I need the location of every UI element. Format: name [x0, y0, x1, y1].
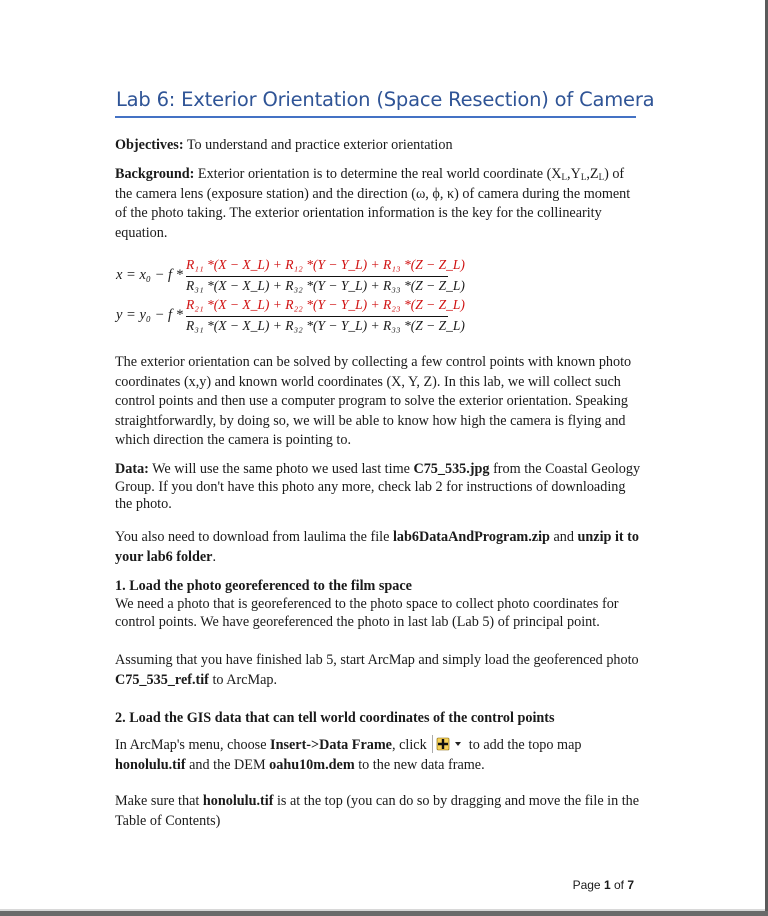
honolulu-filename: honolulu.tif	[202, 793, 274, 809]
ref-filename: C75_535_ref.tif	[115, 671, 209, 688]
equation-y-lhs: y = y₀ − f *	[116, 307, 183, 323]
background-text: ) of the camera lens (exposure station) and the direction (ω, ϕ, κ) of camera during the moment of the photo taking. The exterior orientation information is the key for the collinearity equation.	[115, 166, 631, 241]
background-label: Background:	[115, 166, 195, 182]
topmost-paragraph: Make sure that honolulu.tif is at the top (you can do so by dragging and move the file in the Table of Contents)	[115, 793, 640, 829]
data-label: Data:	[115, 461, 149, 477]
page-title: Lab 6: Exterior Orientation (Space Resection) of Camera	[116, 88, 655, 111]
background-text: ,Z	[586, 166, 599, 182]
page-number: Page 1 of 7	[572, 878, 634, 892]
section-1-heading: 1. Load the photo georeferenced to the film space	[115, 578, 412, 594]
section-2-heading: 2. Load the GIS data that can tell world coordinates of the control points	[115, 710, 555, 726]
objectives-text: To understand and practice exterior orientation	[183, 137, 453, 153]
equation-x-numerator: R₁₁ *(X − X_L) + R₁₂ *(Y − Y_L) + R₁₃ *(Z − Z_L)	[186, 257, 465, 272]
equation-y-denominator: R₃₁ *(X − X_L) + R₃₂ *(Y − Y_L) + R₃₃ *(Z − Z_L)	[186, 318, 465, 333]
objectives-label: Objectives:	[115, 137, 184, 153]
background-text: Exterior orientation is to determine the real world coordinate (X	[194, 166, 562, 182]
dem-filename: oahu10m.dem	[269, 756, 355, 773]
zip-filename: lab6DataAndProgram.zip	[392, 529, 550, 545]
data-paragraph: Data: We will use the same photo we used last time C75_535.jpg from the Coastal Geology Group. If you don't have this photo any more, check lab 2 for instructions of downloading the photo.	[115, 461, 641, 512]
background-paragraph	[115, 165, 645, 243]
menu-path: Insert->Data Frame	[270, 737, 392, 753]
unzip-instruction: unzip it to your lab6 folder	[115, 529, 640, 565]
equation-x	[116, 257, 476, 301]
section-1-text: We need a photo that is georeferenced to the photo space to collect photo coordinates for control points. We have georeferenced the photo in last lab (Lab 5) of principal point.	[115, 596, 619, 630]
assume-paragraph: Assuming that you have finished lab 5, start ArcMap and simply load the geoferenced photo C75_535_ref.tif to ArcMap.	[115, 652, 639, 688]
equation-y	[116, 297, 476, 341]
intro-paragraph: The exterior orientation can be solved by collecting a few control points with known photo coordinates (x,y) and known world coordinates (X, Y, Z). In this lab, we will collect such control points and then use a computer program to solve the exterior orientation. Speaking straightforwardly, by doing so, we will be able to know how high the camera is flying and which direction the camera is pointing to.	[115, 354, 632, 448]
equation-x-denominator: R₃₁ *(X − X_L) + R₃₂ *(Y − Y_L) + R₃₃ *(Z − Z_L)	[186, 278, 465, 293]
subscript: L	[598, 172, 605, 182]
add-data-icon[interactable]	[432, 735, 465, 753]
section-2-text: In ArcMap's menu, choose Insert->Data Frame, click to add the topo map honolulu.tif and the DEM oahu10m.dem to the new data frame.	[115, 737, 582, 773]
objectives-paragraph	[115, 136, 645, 156]
subscript: L	[561, 172, 568, 182]
topo-filename: honolulu.tif	[115, 756, 186, 773]
fraction-bar	[186, 316, 448, 317]
fraction-bar	[186, 276, 448, 277]
title-underline	[115, 116, 636, 118]
section-1	[115, 577, 645, 631]
window-border-bottom	[0, 911, 768, 916]
background-text: ,Y	[567, 166, 581, 182]
photo-filename: C75_535.jpg	[413, 461, 490, 477]
equation-x-lhs: x = x₀ − f *	[116, 267, 183, 283]
equation-y-numerator: R₂₁ *(X − X_L) + R₂₂ *(Y − Y_L) + R₂₃ *(Z − Z_L)	[186, 297, 465, 312]
download-paragraph: You also need to download from laulima the file lab6DataAndProgram.zip and unzip it to your lab6 folder.	[115, 529, 640, 565]
subscript: L	[580, 172, 587, 182]
